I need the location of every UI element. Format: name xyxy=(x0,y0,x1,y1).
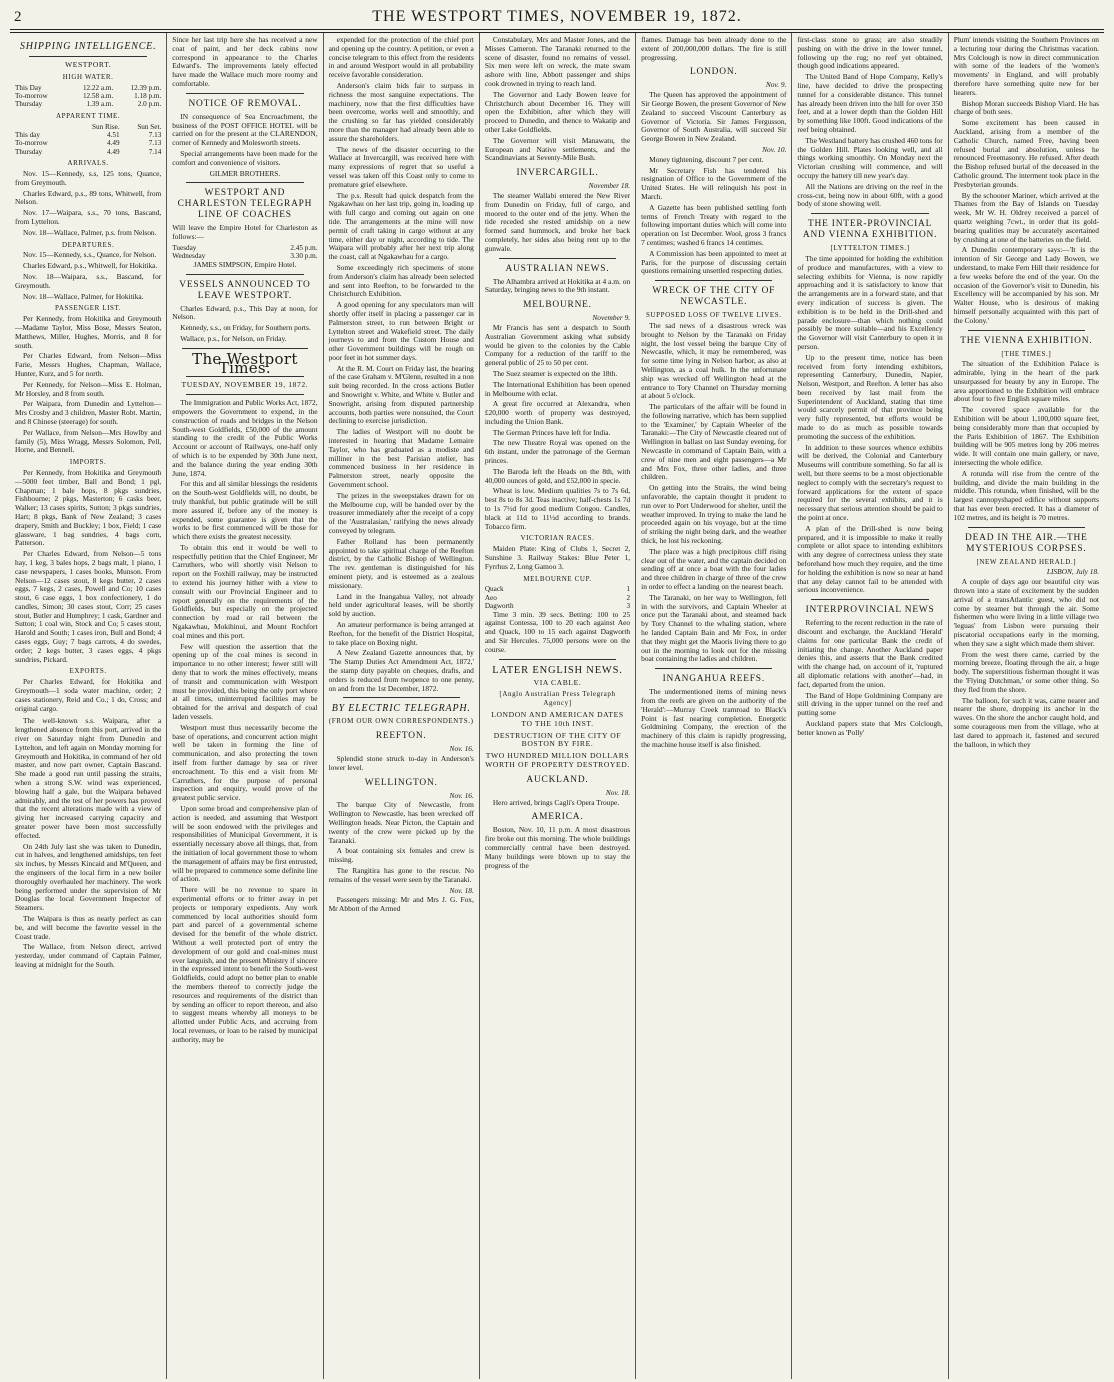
table-row xyxy=(485,594,630,602)
later-agency: [Anglo Australian Press Telegraph Agency] xyxy=(499,690,616,708)
wreck-text xyxy=(641,322,786,664)
table-cell: 2.0 p.m. xyxy=(137,100,162,109)
paragraph: The Suez steamer is expected on the 18th. xyxy=(492,368,618,378)
imports-list xyxy=(15,469,161,665)
paragraph: Mr Secretary Fish has tendered his resignation of Office to the Government of the United States. He will relinquish his post in March. xyxy=(641,165,787,201)
paragraph: To obtain this end it would be well to respectfully petition that the Chief Engineer, Mr Carruthers, who will shortly visit Nelson to report on the Foxhill railway, may be instructed to extend his journey hither with a view to consult with our Provincial Engineer and to report generally on the requirements of the Goldfields, but especially on the projected connection by road or rail between the Ngakawhau, Mokihinui, and Mount Rochfort coal mines and this port. xyxy=(172,542,318,640)
melbourne-text xyxy=(485,324,630,532)
paragraph: The prizes in the sweepstakes drawn for on the Melbourne cup, will be handed over by the treasurer immediately after the receipt of a copy of the 'Australasian,' ratifying the news already conveyed by telegram. xyxy=(328,490,474,536)
plum-continued: Plum' intends visiting the Southern Provinces on a lecturing tour during the Christmas vacation. Mrs Colclough is now in direct communication with some of the leaders of the 'women's movements' in England, and will probably therefore have something quite new for her hearers. xyxy=(953,35,1099,97)
paragraph: Per Wallace, from Nelson—Mrs Howlby and family (5), Miss Wragg, Messrs Solomon, Pell, Horne, and Bennell. xyxy=(15,427,162,455)
table-cell: 12.39 p.m. xyxy=(130,83,162,92)
wallace-story xyxy=(15,943,161,969)
port-name: WESTPORT. xyxy=(64,60,112,69)
dead-date: LISBON, July 18. xyxy=(1046,567,1099,577)
reefton-title: REEFTON. xyxy=(375,731,427,742)
america-text: Boston, Nov. 10, 11 p.m. A most disastrous fire broke out this morning. The whole buildings commercially central have been destroyed. Many buildings were blown up to stay the progress of the xyxy=(484,825,631,870)
paragraph: A good opening for any speculators man will shortly offer itself in placing a passenger car in Palmerston street, to run between Bright or Lyttelton street and Wakefield street. The daily journeys to and from the Custom House and other Government buildings will be rough on poor feet in hot summer days. xyxy=(328,300,474,362)
paragraph: Per Kennedy, from Hokitika and Greymouth—Madame Taylor, Miss Bose, Messrs Seaton, Matthews, Miller, Hughes, Morris, and 8 for south. xyxy=(15,314,162,350)
paragraph: The Governor and Lady Bowen leave for Christchurch about December 16. They will open the Exhibition, after which they will proceed to Dunedin, and thence to Wakatip and other Lake Goldfields. xyxy=(484,89,631,134)
waipara-story xyxy=(15,717,161,941)
paragraph: The well-known s.s. Waipara, after a lengthened absence from this port, arrived in the river on Saturday night from Dunedin and Lyttelton, and left again on Monday morning for Greymouth and Hokitika, in command of her old master, and now part owner, Captain Bascand. She made a good run until passing the straits, when a strong S.W. wind was experienced, blowing half a gale, but the Waipara behaved admirably, and the test of her powers has proved that the recent alterations made with a view of giving her increased carrying capacity and greater power have been most successfully effected. xyxy=(15,716,162,840)
later-title: LATER ENGLISH NEWS. xyxy=(492,664,623,676)
paragraph: Special arrangements have been made for the comfort and convenience of visitors. xyxy=(172,148,318,167)
ip-news-text xyxy=(797,619,942,737)
table-cell: 1.18 p.m. xyxy=(134,92,162,100)
paragraph: The Waipara is thus as nearly perfect as can be, and will become the favorite vessel in the Coast trade. xyxy=(15,913,162,941)
paragraph: The International Exhibition has been opened in Melbourne with eclat. xyxy=(484,379,631,398)
paragraph: Some excitement has been caused in Auckland, arising from a member of the Catholic Church, named Free, having been refused burial and absolution, unless he renounced Freemasonry. He refused. After death the Bishop refused burial of the deceased in the Catholic ground. The interment took place in the Presbyterian grounds. xyxy=(953,118,1099,189)
coach-title: WESTPORT AND CHARLESTON TELEGRAPH LINE OF COACHES xyxy=(177,188,313,221)
london-text xyxy=(641,91,786,144)
auckland-date: Nov. 18. xyxy=(605,787,631,797)
departures-list xyxy=(15,251,161,301)
table-cell: Thursday xyxy=(15,100,43,109)
paragraph: The new Theatre Royal was opened on the 6th instant, under the patronage of the German princes. xyxy=(484,438,631,466)
victorian-text: Maiden Plate: King of Clubs 1, Secret 2, Sunshine 3. Railway Stakes: Blue Peter 1, Fyrrhus 2, Long Gamoo 3. xyxy=(484,544,631,571)
paragraph: At the R. M. Court on Friday last, the hearing of the case Graham v. M'Glenn, resulted in a non suit being recorded. In the cross actions Butler and Snowright v. White, and White v. Butler and Snowright, arising from disputed partnership accounts, both parties were nonsuited, the Court declining to exercise jurisdiction. xyxy=(328,363,474,426)
paragraph: The news of the disaster occurring to the Wallace at Invercargill, was received here with many expressions of regret that so useful a vessel was taken off this Coast only to come to premature grief elsewhere. xyxy=(328,144,474,189)
paragraph: There will be no revenue to spare in experimental efforts or to fritter away in pet projects or temporary expedients. Any work commenced by local authorities should form part and parcel of a governmental scheme devised for the benefit of the whole district. Without a well protected port of entry the development of our gold and coal-mines must ever languish, and the present Ministry if sincere in the expressed intent to benefit the South-west Goldfields, could adopt no better plan to enable the members thereof to correctly judge the resources and requirements of the district than by sending an officer to report thereon, and also to suggest means whereby all moneys to be allotted under Public Acts, and accruing from local revenues, or loan to be raised by municipal authority, may be xyxy=(172,885,318,1044)
paragraph: The sad news of a disastrous wreck was brought to Nelson by the Taranaki on Friday night, the lost vessel being the barque City of Newcastle, which, it may be remembered, was for some time lying in Nelson harbor, as also at Wellington, as a coal hulk. In the unfortunate ship was wrecked off Wellington head at the entrance to Tory Channel on Thursday morning at about 5 o'clock. xyxy=(641,320,787,401)
bishop-text xyxy=(954,100,1099,326)
paragraph: A couple of days ago our beautiful city was thrown into a state of excitement by the sudden arrival of a transAtlantic guest, who did not come by steamer but through the air. Some fishermen who were living in a little village two 'leguas' from Lisbon were pursuing their piscatorial occupations early in the morning, when they saw a sight which made them shiver. xyxy=(953,577,1099,648)
table-cell: 1.39 a.m. xyxy=(86,100,114,109)
paragraph: A Dunedin contemporary says:—'It is the intention of Sir George and Lady Bowen, we understand, to make Fern Hill their residence for a few weeks before the end of the year. On the occasion of the Governor's visit to Dunedin, his Excellency will be accompanied by his son. Mr Walter House, who is desirous of making himself personally acquainted with this part of the Colony.' xyxy=(953,245,1099,325)
paragraph: Kennedy, s.s., on Friday, for Southern ports. xyxy=(180,323,311,333)
coach-times xyxy=(172,244,317,261)
apparent-time-title: APPARENT TIME. xyxy=(55,111,121,120)
arrivals-list xyxy=(15,170,161,238)
exports-title: EXPORTS. xyxy=(69,667,107,676)
australian-intro: The Alhambra arrived at Hokitika at 4 a.m. on Saturday, bringing news to the 9th instant. xyxy=(484,276,631,295)
inangahua-title: INANGAHUA REEFS. xyxy=(662,674,765,685)
paragraph: The situation of the Exhibition Palace is admirable, lying in the heart of the park unsurpassed for beauty by any in Europe. The area apportioned to the Exhibition will embrace about four to five English square miles. xyxy=(953,359,1099,404)
paragraph: The Band of Hope Goldmining Company are still driving in the upper tunnel on the reef and putting some xyxy=(797,690,943,718)
vessels-list xyxy=(172,305,317,344)
table-cell: To-morrow xyxy=(15,92,48,100)
paragraph: Constabulary, Mrs and Master Jones, and the Misses Cameron. The Taranaki returned to the scene of disaster, found no remains of vessel. Six men were left on wreck, the mate swam ashore with line, Abbott passenger and ships cook drowned in trying to reach land. xyxy=(484,35,631,88)
paragraph: Few will question the assertion that the opening up of the coal mines is second in importance to no other interest; fewer still will deny that to work the mines effectively, means of transit and communication with Westport must be provided, this being the only port where at all times, uninterrupted facilities may be obtained for the arrival and despatch of coal laden vessels. xyxy=(172,641,318,722)
table-cell: 1 xyxy=(626,585,631,594)
table-row xyxy=(485,585,630,593)
paragraph: A great fire occurred at Alexandra, when £20,000 worth of property was destroyed, including the Union Bank. xyxy=(484,399,631,426)
column-1 xyxy=(10,33,166,1379)
exhibition-continued: first-class stone to grass; are also steadily pushing on with the drive in the lower tunnel, following up the rug; no reef yet obtained, though good indications appeared. xyxy=(797,35,943,71)
high-water-table xyxy=(15,84,161,109)
paragraph: The Queen has approved the appointment of Sir George Bowen, the present Governor of New Zealand to succeed Viscount Canterbury as Governor of Victoria. Sir James Fergusson, Governor of South Australia, will succeed Sir George Bowen in New Zealand. xyxy=(641,90,787,144)
removal-text xyxy=(172,113,317,168)
paragraph: Charles Edward, p.s., 89 tons, Whitwell, from Nelson. xyxy=(15,188,162,207)
paragraph: Per Kennedy, for Nelson—Miss E. Holman, Mr Horsley, and 8 from south. xyxy=(15,379,162,398)
table-row xyxy=(15,131,161,139)
table-cell: This Day xyxy=(15,83,42,92)
table-cell: This day xyxy=(15,131,40,140)
paragraph: For this and all similar blessings the residents on the South-west Goldfields will, no doubt, be truly thankful, but public gratitude will be still more assured if, before any of the money is expended, some guarantee is given that the works to be first commenced will be those for which there exists the greatest necessity. xyxy=(172,479,318,542)
passenger-list xyxy=(15,315,161,455)
table-row xyxy=(15,148,161,156)
page-number: 2 xyxy=(14,9,22,25)
removal-title: NOTICE OF REMOVAL. xyxy=(188,98,302,109)
paragraph: By the schooner Mariner, which arrived at the Thames from the Bay of Islands on Tuesday week, Mr W. H. Oldrey received a parcel of quartz weighing 7cwt., in order that its gold-bearing qualities may be accurately ascertained by crushing at one of the batteries on the field. xyxy=(953,190,1099,244)
table-row xyxy=(15,100,161,108)
dead-title: DEAD IN THE AIR.—THE MYSTERIOUS CORPSES. xyxy=(965,532,1088,554)
paragraph: The Rangitira has gone to the rescue. No remains of the vessel were seen by the Taranaki. xyxy=(328,865,474,884)
invercargill-title: INVERCARGILL. xyxy=(516,168,599,179)
paragraph: The Immigration and Public Works Act, 1872, empowers the Government to expend, in the construction of roads and bridges in the Nelson South-west Goldfields, £50,000 of the amount standing to the credit of the Public Works Account or account of Railways, one-half only of which is to be expended by 30th June next, and the balance during the year ending 30th June, 1874. xyxy=(172,398,318,478)
paragraph: The place was a high precipitous cliff rising clear out of the water, and the captain decided on sending off at once a boat with the four ladies and three children in charge of three of the crew in order to effect a landing on the nearest beach. xyxy=(641,546,787,592)
wellington-text xyxy=(329,801,474,884)
paragraph: Nov. 18—Waipara, s.s., Bascand, for Greymouth. xyxy=(15,272,162,290)
paragraph: Bishop Moran succeeds Bishop Viard. He has charge of both sees. xyxy=(953,98,1099,117)
london-date-2: Nov. 10. xyxy=(762,144,787,154)
paragraph: A rotunda will rise from the centre of the building, and divide the main building in the middle. This rotunda, when finished, will be the largest cannopyshaped edifice without supports that has ever been erected. It has a diameter of 102 metres, and its height is 70 metres. xyxy=(953,468,1099,522)
reefton-text: Splendid stone struck to-day in Anderson's lower level. xyxy=(328,753,474,772)
paragraph: A Commission has been appointed to meet at Paris, for the purpose of discussing certain questions remaining unsettled respecting duties. xyxy=(641,248,787,276)
auckland-text: Hero arrived, brings Cagli's Opera Troupe. xyxy=(492,797,620,807)
paragraph: A Gazette has been published settling forth terms of French Treaty with regard to the following important duties which will come into operation on 1st December. Wool, gross 3 francs 7 centimes; washed 6 francs 14 centimes. xyxy=(641,202,787,247)
paragraph: Wheat is low. Medium qualities 7s to 7s 6d, best 8s to 8s 3d. Teas inactive; half-chests 1s 7d to 1s 7½d for good medium Congou. Candles, black at 11d to 11½d according to brands. Tobacco firm. xyxy=(484,486,631,531)
table-cell: 12.58 a.m. xyxy=(82,92,114,100)
america-continued: flames. Damage has been already done to the extent of 200,000,000 dollars. The fire is still progressing. xyxy=(641,35,787,62)
table-cell: 4.49 xyxy=(107,147,120,156)
mining-text xyxy=(797,73,942,209)
page-title: THE WESTPORT TIMES, NOVEMBER 19, 1872. xyxy=(372,8,742,25)
column-4 xyxy=(479,33,635,1379)
columns xyxy=(10,32,1104,1379)
wreck-title: WRECK OF THE CITY OF NEWCASTLE. xyxy=(652,286,776,308)
destruction-title: DESTRUCTION OF THE CITY OF BOSTON BY FIRE. xyxy=(493,730,622,749)
column-5 xyxy=(635,33,791,1379)
invercargill-date: November 18. xyxy=(588,181,631,191)
column-header: Sun Set. xyxy=(137,122,162,131)
london-dates: LONDON AND AMERICAN DATES TO THE 10th INST. xyxy=(491,710,624,728)
paragraph: expended for the protection of the chief port and opening up the country. A petition, or even a concise telegram to this effect from the residents in and around Westport would in all probability receive favorable consideration. xyxy=(328,35,474,80)
table-row xyxy=(15,139,161,147)
departures-title: DEPARTURES. xyxy=(61,240,115,249)
shipping-heading: SHIPPING INTELLIGENCE. xyxy=(19,41,157,52)
telegraph-sub: (FROM OUR OWN CORRESPONDENTS.) xyxy=(328,717,474,726)
paragraph: Nov. 15—Kennedy, s.s, 125 tons, Quance, from Greymouth. xyxy=(15,169,162,187)
wellington-continued xyxy=(485,36,630,163)
paragraph: The barque City of Newcastle, from Wellington to Newcastle, has been wrecked off Wellington heads. Near Picton, the Captain and twenty of the crew were picked up by the Taranaki. xyxy=(328,800,474,845)
paragraph: Referring to the recent reduction in the rate of discount and exchange, the Auckland 'Herald' claims for one particular Bank the credit of initiating the change. Another Auckland paper denies this, and asserts that the Bank credited with the change had, on account of it, 'ruptured all diplomatic relations with another'—had, in fact, departed from the union. xyxy=(797,618,943,689)
melbourne-date: November 9. xyxy=(592,313,631,323)
table-cell: Wednesday xyxy=(172,252,206,261)
column-header: Sun Rise. xyxy=(92,122,120,131)
paper-title: The Westport Times. xyxy=(192,349,298,377)
table-cell: 4.51 xyxy=(107,131,120,140)
paper-date: TUESDAY, NOVEMBER 19, 1872. xyxy=(181,380,309,390)
telegraph-title: BY ELECTRIC TELEGRAPH. xyxy=(331,703,471,715)
paragraph: Per Waipara, from Dunedin and Lyttelton—Mrs Crosby and 3 children, Master Robt. Martin, and 8 Chinese (steerage) for south. xyxy=(15,399,162,426)
london-date: Nov. 9. xyxy=(765,80,787,90)
exports-list xyxy=(15,678,161,713)
table-cell: Aeo xyxy=(484,593,497,602)
table-cell: Dagworth xyxy=(484,602,514,611)
removal-sign: GILMER BROTHERS. xyxy=(209,168,281,178)
paragraph: Per Charles Edward, from Nelson—5 tons hay, 1 keg, 3 bales hops, 2 bags malt, 1 piano, 1 case newspapers, 1 cases books, Munson. From Nelson—12 cases stout, 8 kegs butter, 2 cases eggs, 7 kegs, 2 cases, Powell and Co; 10 cases stout, 6 case eggs, 1 box confectionery, 1 do candles, Simon; 30 cases stout, Corr; 25 cases stout, Butler and Humphrey; 1 cask, Gardner and Sutton; 1 coal win, Stock and Co; 5 cases stout, Harold and South; 1 cases iron, Bull and Bond; 4 cases eggs, Guy; 7 bags carrots, 4 do swedes, order; 2 kegs butter, 3 cases eggs, 4 pkgs sundries, Pickard. xyxy=(15,549,162,664)
vienna-sub: [THE TIMES.] xyxy=(1001,349,1052,358)
paragraph: The Taranaki, on her way to Wellington, fell in with the survivors, and Captain Wheeler at once put the Taranaki about, and steamed back by Tory Channel to the whaling station, where he landed Captain Bain and Mr Fox, in order that they might get the Maoris living there to go out in the morning to look out for the missing boat containing the ladies and children. xyxy=(641,592,787,664)
coach-text: Will leave the Empire Hotel for Charleston as follows:— xyxy=(172,223,318,242)
imports-title: IMPORTS. xyxy=(69,458,107,467)
paragraph: Land in the Inangahua Valley, not already held under agricultural leases, will be shortly sold by auction. xyxy=(328,591,474,619)
table-cell: 7.13 xyxy=(148,139,162,148)
paragraph: Money tightening, discount 7 per cent. xyxy=(649,154,764,164)
paragraph: Per Kennedy, from Hokitika and Greymouth—5000 feet timber, Ball and Bond; 1 pgl, Chapman; 1 bale hops, 8 pkgs sundries, Fishbourne; 2 pkgs, Masterton; 6 casks beer, Walker; 13 cases spirits, Sutton; 3 pkgs sundries, Hart; 8 pkgs, Bank of New Zealand; 3 cases drapery, Smith and Buckley; 1 box, Field; 1 case glassware, 1 bag sundries, 4 bags corn, Patterson. xyxy=(15,467,162,548)
high-water-title: HIGH WATER. xyxy=(62,72,114,81)
paragraph: The particulars of the affair will be found in the following narrative, which has been supplied to the 'Examiner,' by Captain Wheeler of the Taranaki:—The City of Newcastle cleared out of Wellington in ballast on last Sunday evening, for Newcastle in command of Captain Bain, with a crew of nine men and eight passengers—a Mr and Mrs Fox, three other ladies, and three children. xyxy=(641,402,787,482)
paragraph: From the west there came, carried by the morning breeze, floating through the air, a huge body. The superstitious fisherman thought it was the 'Flying Dutchman,' or some other thing. So they fled from the shore. xyxy=(953,649,1099,694)
table-cell: 7.14 xyxy=(148,147,162,156)
two-hundred-million: TWO HUNDRED MILLION DOLLARS WORTH OF PROPERTY DESTROYED. xyxy=(485,751,630,770)
editorial xyxy=(172,399,317,1044)
paragraph: Anderson's claim bids fair to surpass in richness the most sanguine expectations. The machinery, now that the first difficulties have been overcome, works well and smoothly, and the crushing so far has yielded considerably more than the manager had already been able to assure the shareholders. xyxy=(328,80,474,143)
paragraph: The Wallace, from Nelson direct, arrived yesterday, under command of Captain Palmer, leaving at midnight for the South. xyxy=(15,942,162,969)
america-title: AMERICA. xyxy=(531,812,584,823)
wellington-date: Nov. 16. xyxy=(449,790,474,800)
paragraph: Father Rolland has been permanently appointed to take spiritual charge of the Reefton district, by the Catholic Bishop of Wellington. The rev. gentleman is distinguished for his eminent piety, and is esteemed as a zealous missionary. xyxy=(328,536,474,590)
paragraph: Nov. 18—Wallace, Palmer, p.s. from Nelson. xyxy=(23,227,157,237)
masthead xyxy=(10,8,1104,30)
london-text-2 xyxy=(641,156,786,276)
paragraph: Mr Francis has sent a despatch to South Australian Government asking what subsidy would be given to the colonies by the Cable Company for a reduction of the tariff to the general public of 25 to 50 per cent. xyxy=(484,322,631,368)
column-3 xyxy=(323,33,479,1379)
paragraph: The United Band of Hope Company, Kelly's line, have decided to drive the prospecting tunnel for a considerable distance. This tunnel has already been driven into the hill for over 350 feet, and at a lower depth than the Golden Hill by something like 100ft. Good indications of the reef being obtained. xyxy=(797,72,943,134)
inangahua-text: The undermentioned items of mining news from the reefs are given on the authority of the 'Herald':—Murray Creek tramroad to Black's Point is fast nearing completion. Energetic Goldmining Company, the erection of the machinery of this claim is rapidly progressing, the machine house itself is also finished. xyxy=(641,687,787,749)
dead-sub: [NEW ZEALAND HERALD.] xyxy=(976,557,1077,566)
paragraph: On getting into the Straits, the wind being unfavorable, the captain thought it prudent to run over to Port Underwood for shelter, until the weather improved. In trying to make the land he proceeded again on his voyage, but at the time of striking the night being dark, and the weather thick, he lost his reckoning. xyxy=(641,483,787,546)
vessels-title: VESSELS ANNOUNCED TO LEAVE WESTPORT. xyxy=(179,279,311,301)
vienna-title: THE VIENNA EXHIBITION. xyxy=(960,335,1093,346)
table-cell: Quack xyxy=(484,585,504,594)
table-cell: To-morrow xyxy=(15,139,48,148)
wellington-title: WELLINGTON. xyxy=(364,777,438,788)
paragraph: The covered space available for the Exhibition will be about 1,100,000 square feet, being considerably more than that occupied by the Paris Exhibition of 1867. The Exhibition building will be 905 metres long by 206 metres wide. It will contain one main gallery, or nave, intersecting the whole edifice. xyxy=(953,405,1099,468)
victorian-title: VICTORIAN RACES. xyxy=(520,534,595,543)
paragraph: An amateur performance is being arranged at Reefton, for the benefit of the District Hospital, to take place on Boxing night. xyxy=(328,620,474,647)
paragraph: The balloon, for such it was, came nearer and nearer the shore, dropping its anchor in the waves. On the shore the anchor caught hold, and some courageous men from the village, who at last dared to approach it, fastened and secured the balloon, in which they xyxy=(953,695,1099,749)
paragraph: A New Zealand Gazette announces that, by 'The Stamp Duties Act Amendment Act, 1872,' the stamp duty payable on cheques, drafts, and orders is reduced from twopence to one penny, on and from the 1st December, 1872. xyxy=(328,648,474,693)
interprov-sub: [LYTTELTON TIMES.] xyxy=(830,244,910,253)
paragraph: Some exceedingly rich specimens of stone from Anderson's claim has already been selected and sent into Reefton, to be forwarded to the Christchurch Exhibition. xyxy=(328,262,474,299)
editorial-continued xyxy=(329,36,474,693)
invercargill-text: The steamer Wallabi entered the New River from Dunedin on Friday, full of cargo, and moored to the outer end of the jetty. When the tide receded she rested amidship on a new formed sand hummock, and broke her back completely, her sides also being rent up to the gunwale. xyxy=(484,190,631,253)
passenger-title: PASSENGER LIST. xyxy=(55,304,122,313)
paragraph: The Governor will visit Manawatu, the European and Native settlements, and the Scandinavians at Seventy-Mile Bush. xyxy=(484,135,631,163)
wreck-sub: SUPPOSED LOSS OF TWELVE LIVES. xyxy=(645,311,782,320)
paragraph: Charles Edward, p.s., This Day at noon, for Nelson. xyxy=(172,303,318,322)
auckland-title: AUCKLAND. xyxy=(526,774,589,785)
notice-continuation: Since her last trip here she has received a new coat of paint, and her deck cabins now correspond in appearance to the Charles Edward's. The improvements lately effected have made the Wallace much more roomy and comfortable. xyxy=(172,35,318,88)
paragraph: Up to the present time, notice has been received from forty intending exhibitors, representing Canterbury, Dunedin, Napier, Nelson, Westport, and Reefton. A letter has also been received by last mail from the Superintendent of Auckland, stating that time would scarcely permit of that province being very fully represented, but efforts would be made to do as much as possible towards promoting the success of the exhibition. xyxy=(797,352,943,441)
paragraph: The p.s. Result had quick despatch from the Ngakawhau on her last trip, going in, loading up with full cargo and coming out again on one tide. The arrangements at the mine will now permit of craft taking in cargo without at any time, either day or night, according to tide. The Waipara will probably after her next trip along the coast, call at Ngakawhau for a cargo. xyxy=(328,190,474,262)
table-cell: 3 xyxy=(626,602,631,611)
paragraph: In addition to these sources whence exhibits will be derived, the Colonial and Canterbury Museums will contribute something. So far all is well, but there seems to be a most objectionable neglect to comply with the secretary's request to forward applications for the extent of space required for the several exhibits, and it is necessary that serious attention should be paid to the point at once. xyxy=(797,442,943,523)
paragraph: Auckland papers state that Mrs Colclough, better known as 'Polly' xyxy=(797,718,943,737)
paragraph: Per Charles Edward, for Hokitika and Greymouth—1 soda water machine, order; 2 cases stationery, Reid and Co.; 1 do, Cross; and original cargo. xyxy=(15,677,162,713)
paragraph: A plan of the Drill-shed is now being prepared, and it is impossible to make it really complete or allot space to intending exhibitors with any degree of correctness unless they state beforehand how much they require, and the time for holding the exhibition is now so near at hand that any delay cannot fail to be attended with serious inconvenience. xyxy=(797,523,943,595)
paragraph: IN consequence of Sea Encroachment, the business of the POST OFFICE HOTEL will be carried on for the present at the CLARENDON, corner of Kennedy and Molesworth streets. xyxy=(172,111,318,148)
paragraph: Per Charles Edward, from Nelson—Miss Farie, Messrs Hughes, Chapman, Wallace, Hunter, Kurz, and 5 for north. xyxy=(15,351,162,378)
interprov-title: THE INTER-PROVINCIAL AND VIENNA EXHIBITION. xyxy=(802,219,938,241)
table-cell: 7.13 xyxy=(148,131,162,140)
paragraph: All the Nations are driving on the reef in the cross-cut, being now in about 60ft, with a good body of stone showing well. xyxy=(797,181,943,209)
table-cell: 2 xyxy=(626,593,631,602)
wellington-date-2: Nov. 18. xyxy=(449,885,474,895)
paragraph: Nov. 18—Wallace, Palmer, for Hokitika. xyxy=(23,291,144,301)
table-cell: 4.49 xyxy=(107,139,120,148)
melbourne-title: MELBOURNE. xyxy=(523,300,592,311)
paragraph: Nov. 15—Kennedy, s.s., Quance, for Nelson. xyxy=(23,250,157,260)
column-2 xyxy=(166,33,322,1379)
paragraph: The Baroda left the Heads on the 8th, with 40,000 ounces of gold, and £52,000 in specie. xyxy=(484,466,631,485)
paragraph: The time appointed for holding the exhibition of produce and manufactures, with a view to selecting exhibits for Vienna, is now rapidly approaching and it is satisfactory to know that the arrangements are in a forward state, and that every indication of success is given. The exhibition is to be held in the Drill-shed and parade enclosure—than which nothing could possibly be more suitable—and his Excellency the Governor will visit Canterbury to open it in person. xyxy=(797,253,943,351)
paragraph: Upon some broad and comprehensive plan of action is needed, and assuming that Westport will be soon endowed with the privileges and responsibilities of Municipal Government, it is essentially necessary above all things, that, from the initiation of local government those to whom the management of affairs may be first entrusted, will be prepared to commence some definite line of action. xyxy=(172,804,318,884)
interprov-text xyxy=(797,255,942,595)
table-header xyxy=(15,123,161,131)
column-7 xyxy=(948,33,1104,1379)
paragraph: The ladies of Westport will no doubt be interested in hearing that Madame Lemaire Taylor, who has graduated as a modiste and milliner in the best Parisian atelier, has commenced business in her residence in Palmerston street, nearly opposite the Government school. xyxy=(328,427,474,490)
table-cell: Thursday xyxy=(15,147,43,156)
table-cell: 3.30 p.m. xyxy=(290,252,318,261)
paragraph: Wallace, p.s., for Nelson, on Friday. xyxy=(180,333,287,343)
ip-news-title: INTERPROVINCIAL NEWS xyxy=(805,605,935,616)
reefton-date: Nov. 16. xyxy=(449,744,474,754)
column-6 xyxy=(791,33,947,1379)
later-sub: VIA CABLE. xyxy=(533,677,582,687)
arrivals-title: ARRIVALS. xyxy=(67,159,109,168)
paragraph: The German Princes have left for India. xyxy=(492,427,611,437)
australian-title: AUSTRALIAN NEWS. xyxy=(505,263,610,274)
vienna-text xyxy=(954,360,1099,522)
wellington-text-2: Passengers missing: Mr and Mrs J. G. Fox, Mr Abbott of the Armed xyxy=(328,895,474,914)
paragraph: A boat containing six females and crew is missing. xyxy=(328,846,474,865)
table-row xyxy=(15,84,161,92)
table-row xyxy=(172,244,317,252)
paragraph: Westport must thus necessarily become the base of operations, and concurrent action might well be taken in forming the line of communication, and also protecting the town itself from further damage by sea or river encroachment. To this end a visit from Mr Carruthers, for the purpose of personal inspection and enquiry, would prove of the greatest public service. xyxy=(172,722,318,803)
table-cell: 2.45 p.m. xyxy=(290,243,318,252)
table-cell: Tuesday xyxy=(172,243,197,252)
table-row xyxy=(15,92,161,100)
paragraph: The Westland battery has crushed 460 tons for the Golden Hill. Plates looking well, and all things working smoothly. On Monday next the Victorian crushing will commence, and will occupy the battery till new year's day. xyxy=(797,135,943,180)
coach-sign: JAMES SIMPSON, Empire Hotel. xyxy=(193,259,297,269)
sun-table xyxy=(15,123,161,157)
dead-text xyxy=(954,578,1099,749)
table-cell: 12.22 a.m. xyxy=(82,83,114,92)
cup-title: MELBOURNE CUP. xyxy=(523,574,592,583)
paragraph: Nov. 17—Waipara, s.s., 70 tons, Bascand, from Lyttelton. xyxy=(15,208,162,227)
paragraph: On 24th July last she was taken to Dunedin, cut in halves, and lengthened amidships, ten feet six inches, by Messrs Kincaid and M'Queen, and the engineers of the local firm in a new boiler thoroughly overhauled her machinery. The work being performed under the supervision of Mr Douglas the local Government Inspector of Steamers. xyxy=(15,841,162,913)
london-title: LONDON. xyxy=(690,67,738,78)
paragraph: Charles Edward, p.s., Whitwell, for Hokitika. xyxy=(23,261,158,271)
cup-results xyxy=(485,585,630,610)
cup-text: Time 3 min. 39 secs. Betting: 100 to 25 against Contessa, 100 to 20 each against Aeo and Quack, 100 to 15 each against Dagworth and Sir Hercules. 75,000 persons were on the course. xyxy=(484,609,631,654)
